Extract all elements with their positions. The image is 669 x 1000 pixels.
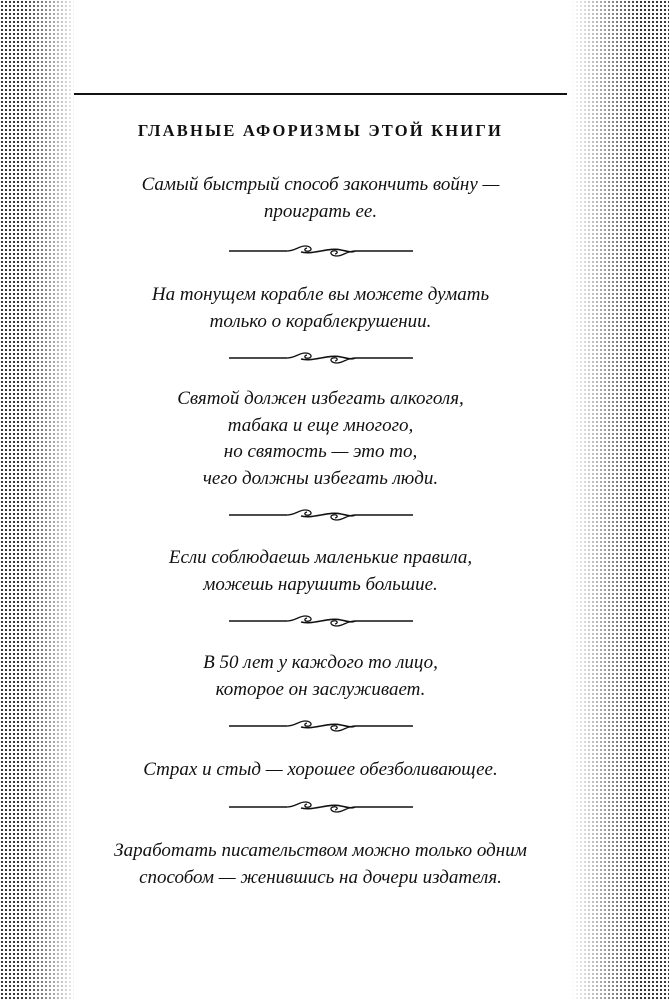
halftone-right-edge xyxy=(571,0,669,1000)
aphorism-line: В 50 лет у каждого то лицо, xyxy=(203,652,438,673)
aphorism-line: табака и еще многого, xyxy=(227,414,414,436)
page-heading: ГЛАВНЫЕ АФОРИЗМЫ ЭТОЙ КНИГИ xyxy=(137,121,504,140)
flourish-divider-icon xyxy=(229,243,413,257)
aphorism-6 xyxy=(74,757,567,784)
aphorism-line: но святость — это то, xyxy=(223,441,418,462)
flourish-divider-icon xyxy=(229,613,413,627)
aphorism-line: которое он заслуживает. xyxy=(215,678,426,700)
flourish-divider-icon xyxy=(229,718,413,732)
aphorism-line: можешь нарушить большие. xyxy=(203,573,438,595)
flourish-divider-icon xyxy=(229,350,413,364)
top-rule xyxy=(74,93,567,95)
aphorism-line: проиграть ее. xyxy=(263,200,378,222)
aphorism-line: способом — женившись на дочери издателя. xyxy=(139,866,502,888)
aphorism-4 xyxy=(74,545,567,598)
aphorism-1 xyxy=(74,172,567,225)
halftone-left-edge xyxy=(0,0,78,1000)
aphorism-line: только о кораблекрушении. xyxy=(209,310,432,332)
aphorism-line: Если соблюдаешь маленькие правила, xyxy=(168,547,473,568)
aphorism-line: Заработать писательством можно только одним xyxy=(114,840,527,861)
aphorism-line: Святой должен избегать алкоголя, xyxy=(177,388,464,409)
aphorism-line: Страх и стыд — хорошее обезболивающее. xyxy=(143,759,498,780)
aphorism-5 xyxy=(74,650,567,703)
aphorism-line: Самый быстрый способ закончить войну — xyxy=(141,174,500,195)
aphorism-3 xyxy=(74,386,567,492)
book-page xyxy=(74,0,567,1000)
flourish-divider-icon xyxy=(229,507,413,521)
aphorism-7 xyxy=(74,838,567,891)
aphorism-line: чего должны избегать люди. xyxy=(202,467,439,489)
aphorism-2 xyxy=(74,282,567,335)
aphorism-line: На тонущем корабле вы можете думать xyxy=(151,284,490,305)
flourish-divider-icon xyxy=(229,799,413,813)
